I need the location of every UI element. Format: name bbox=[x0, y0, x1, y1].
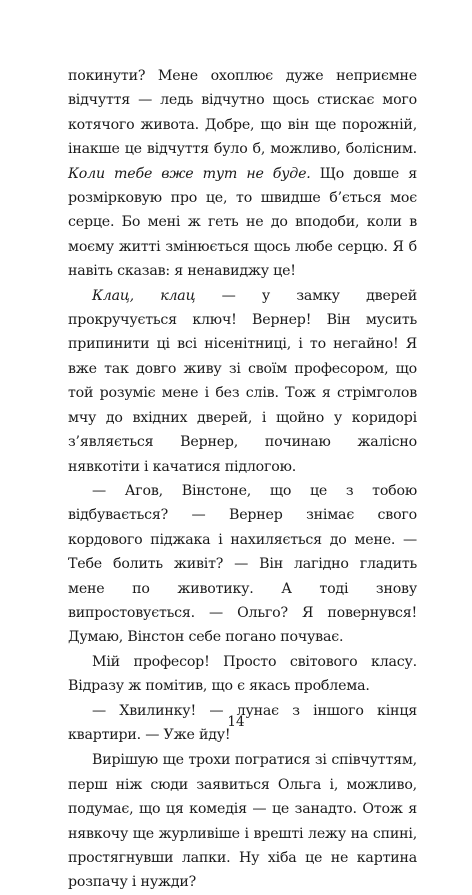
paragraph-1 bbox=[68, 64, 417, 284]
body-text bbox=[68, 64, 417, 895]
paragraph-3 bbox=[68, 479, 417, 650]
paragraph-6-text: Вирішую ще трохи погратися зі співчуттям, перш ніж сюди заявиться Ольга і, можливо, подумає, що ця комедія — це занадто. Отож я нявкочу ще журливіше і врешті лежу на спині, простягнувши лапки. Ну хіба це не картина розпачу і нужди? bbox=[68, 752, 417, 891]
paragraph-4 bbox=[68, 650, 417, 699]
paragraph-1-text-2: Що довше я розмірковую про це, то швидше б’ється моє серце. Бо мені ж геть не до вподоби, коли в моєму житті змінюється щось любе серцю. Я б навіть сказав: я ненавиджу це! bbox=[68, 165, 417, 280]
paragraph-2-text: — у замку дверей прокручується ключ! Вернер! Він мусить припинити ці всі нісенітниці, і то негайно! Я вже так довго живу зі своїм професором, що той розуміє мене і без слів. Тож я стрімголов мчу до вхідних дверей, і щойно у коридорі з’являється Вернер, починаю жалісно нявкотіти і качатися підлогою. bbox=[68, 287, 417, 475]
page-number: 14 bbox=[227, 714, 245, 730]
paragraph-2-italic-phrase: Клац, клац bbox=[92, 287, 196, 304]
paragraph-5-text: — Хвилинку! — лунає з іншого кінця квартири. — Уже йду! bbox=[68, 702, 417, 743]
paragraph-2 bbox=[68, 284, 417, 479]
paragraph-1-text-1: покинути? Мене охоплює дуже неприємне відчуття — ледь відчутно щось стискає мого котячого живота. Добре, що він ще порожній, інакше це відчуття було б, можливо, болісним. bbox=[68, 68, 417, 158]
paragraph-4-text: Мій професор! Просто світового класу. Відразу ж помітив, що є якась проблема. bbox=[68, 653, 417, 695]
paragraph-6 bbox=[68, 748, 417, 894]
paragraph-3-text: — Агов, Вінстоне, що це з тобою відбувається? — Вернер знімає свого кордового піджака і нахиляється до мене. — Тебе болить живіт? — Він лагідно гладить мене по животику. А тоді знову випростовується. — Ольго? Я повернувся! Думаю, Вінстон себе погано почуває. bbox=[68, 482, 417, 646]
paragraph-1-italic-phrase: Коли тебе вже тут не буде. bbox=[68, 165, 311, 182]
